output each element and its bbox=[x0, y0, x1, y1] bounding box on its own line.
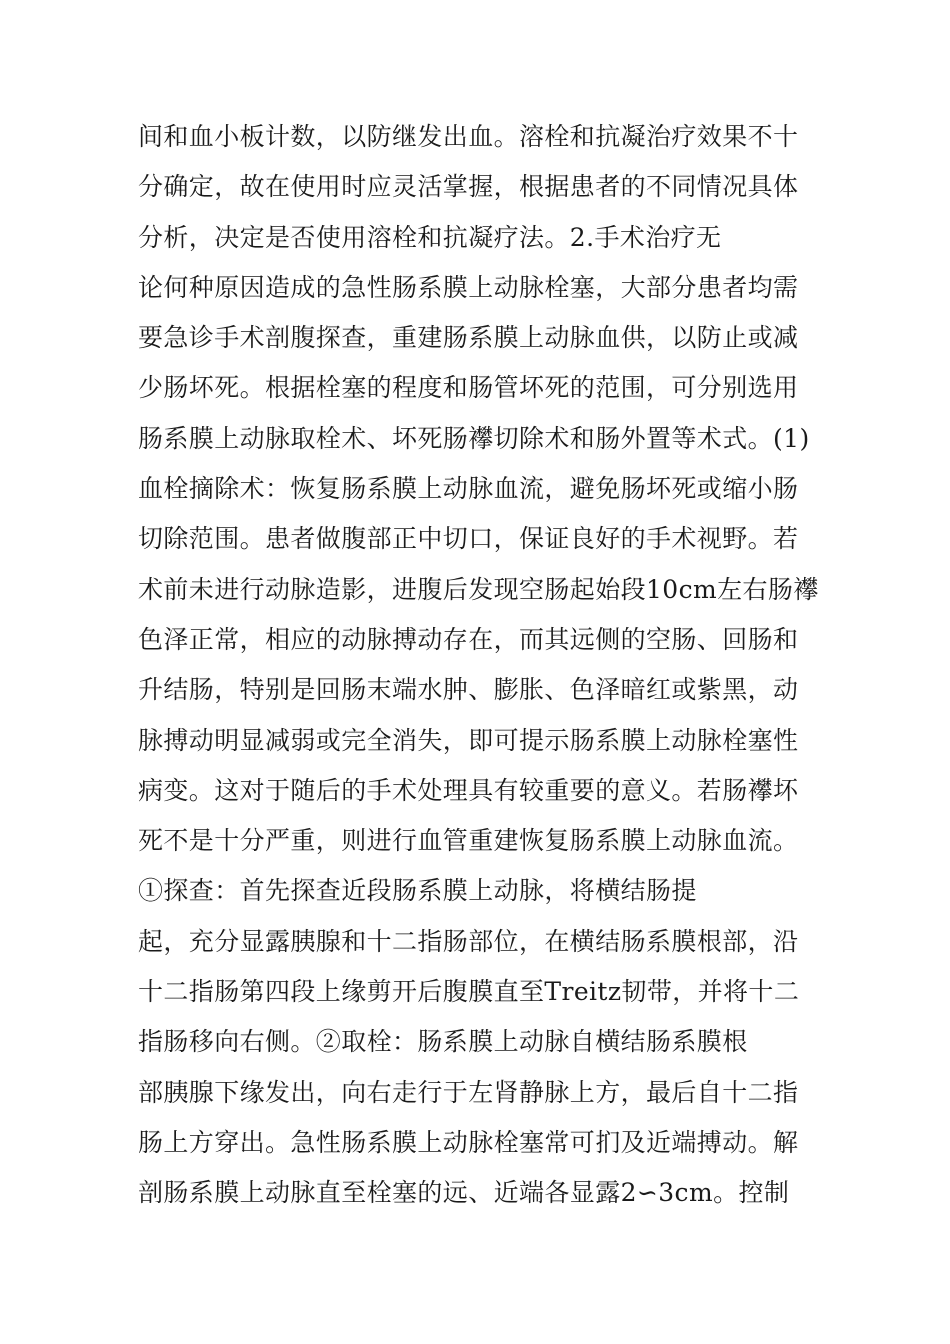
text-line: 切除范围。患者做腹部正中切口，保证良好的手术视野。若 bbox=[138, 524, 799, 554]
text-line: 色泽正常，相应的动脉搏动存在，而其远侧的空肠、回肠和 bbox=[138, 624, 799, 654]
text-line: 少肠坏死。根据栓塞的程度和肠管坏死的范围，可分别选用 bbox=[138, 373, 799, 403]
text-line: 肠上方穿出。急性肠系膜上动脉栓塞常可扪及近端搏动。解 bbox=[138, 1127, 799, 1157]
text-line: 死不是十分严重，则进行血管重建恢复肠系膜上动脉血流。 bbox=[138, 826, 799, 856]
text-line: 病变。这对于随后的手术处理具有较重要的意义。若肠襻坏 bbox=[138, 775, 799, 805]
text-line: 升结肠，特别是回肠末端水肿、膨胀、色泽暗红或紫黑，动 bbox=[138, 675, 799, 705]
text-line: 血栓摘除术：恢复肠系膜上动脉血流，避免肠坏死或缩小肠 bbox=[138, 474, 799, 504]
text-line: 间和血小板计数，以防继发出血。溶栓和抗凝治疗效果不十 bbox=[138, 122, 799, 151]
text-line: 分确定，故在使用时应灵活掌握，根据患者的不同情况具体 bbox=[138, 172, 799, 202]
text-line: 要急诊手术剖腹探查，重建肠系膜上动脉血供，以防止或减 bbox=[138, 323, 799, 353]
text-line: 术前未进行动脉造影，进腹后发现空肠起始段10cm左右肠襻 bbox=[138, 574, 819, 604]
text-line: 脉搏动明显减弱或完全消失，即可提示肠系膜上动脉栓塞性 bbox=[138, 725, 799, 755]
text-line: 指肠移向右侧。②取栓：肠系膜上动脉自横结肠系膜根 bbox=[138, 1027, 748, 1057]
body-text bbox=[138, 112, 828, 1219]
text-line: 部胰腺下缘发出，向右走行于左肾静脉上方，最后自十二指 bbox=[138, 1077, 799, 1107]
text-line: 剖肠系膜上动脉直至栓塞的远、近端各显露2∽3cm。控制 bbox=[138, 1178, 790, 1208]
text-line: 起，充分显露胰腺和十二指肠部位，在横结肠系膜根部，沿 bbox=[138, 926, 799, 956]
text-line: 论何种原因造成的急性肠系膜上动脉栓塞，大部分患者均需 bbox=[138, 272, 799, 302]
text-line: 十二指肠第四段上缘剪开后腹膜直至Treitz韧带，并将十二 bbox=[138, 977, 800, 1007]
text-line: ①探查：首先探查近段肠系膜上动脉，将横结肠提 bbox=[138, 876, 697, 906]
text-line: 分析，决定是否使用溶栓和抗凝疗法。2.手术治疗无 bbox=[138, 222, 722, 252]
text-line: 肠系膜上动脉取栓术、坏死肠襻切除术和肠外置等术式。(1) bbox=[138, 423, 810, 453]
